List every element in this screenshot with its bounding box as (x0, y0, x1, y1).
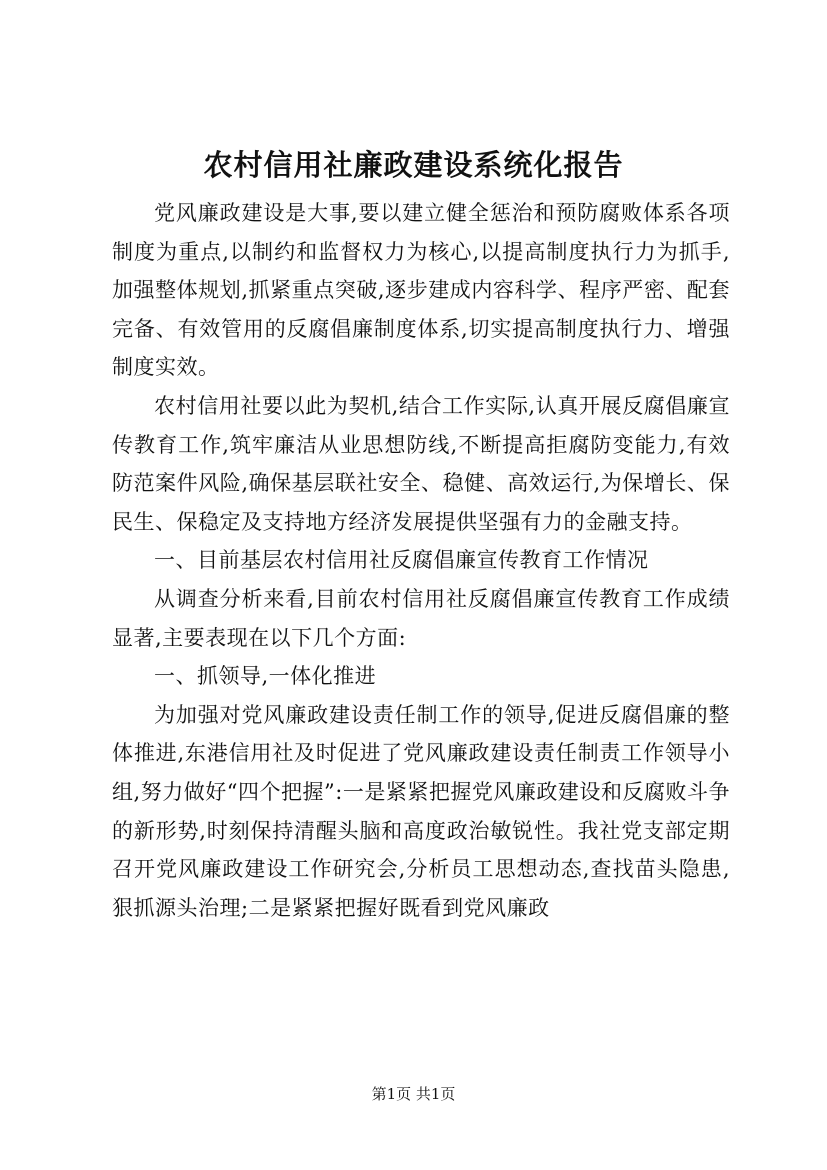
subsection-heading-1: 一、抓领导,一体化推进 (154, 664, 377, 689)
paragraph-3: 从调查分析来看,目前农村信用社反腐倡廉宣传教育工作成绩显著,主要表现在以下几个方面: (112, 586, 730, 650)
paragraph-4: 为加强对党风廉政建设责任制工作的领导,促进反腐倡廉的整体推进,东港信用社及时促进了党风廉政建设责任制责工作领导小组,努力做好“四个把握”:一是紧紧把握党风廉政建设和反腐败斗争的新形势,时刻保持清醒头脑和高度政治敏锐性。我社党支部定期召开党风廉政建设工作研究会,分析员工思想动态,查找苗头隐患,狠抓源头治理;二是紧紧把握好既看到党风廉政 (112, 702, 730, 920)
paragraph-1: 党风廉政建设是大事,要以建立健全惩治和预防腐败体系各项制度为重点,以制约和监督权力为核心,以提高制度执行力为抓手,加强整体规划,抓紧重点突破,逐步建成内容科学、程序严密、配套完备、有效管用的反腐倡廉制度体系,切实提高制度执行力、增强制度实效。 (112, 201, 730, 380)
page-footer: 第1页 共1页 (371, 1085, 456, 1103)
document-title: 农村信用社廉政建设系统化报告 (203, 148, 624, 182)
section-heading-1: 一、目前基层农村信用社反腐倡廉宣传教育工作情况 (154, 548, 649, 573)
document-body (112, 194, 730, 927)
paragraph-2: 农村信用社要以此为契机,结合工作实际,认真开展反腐倡廉宣传教育工作,筑牢廉洁从业思想防线,不断提高拒腐防变能力,有效防范案件风险,确保基层联社安全、稳健、高效运行,为保增长、保民生、保稳定及支持地方经济发展提供坚强有力的金融支持。 (112, 393, 730, 534)
